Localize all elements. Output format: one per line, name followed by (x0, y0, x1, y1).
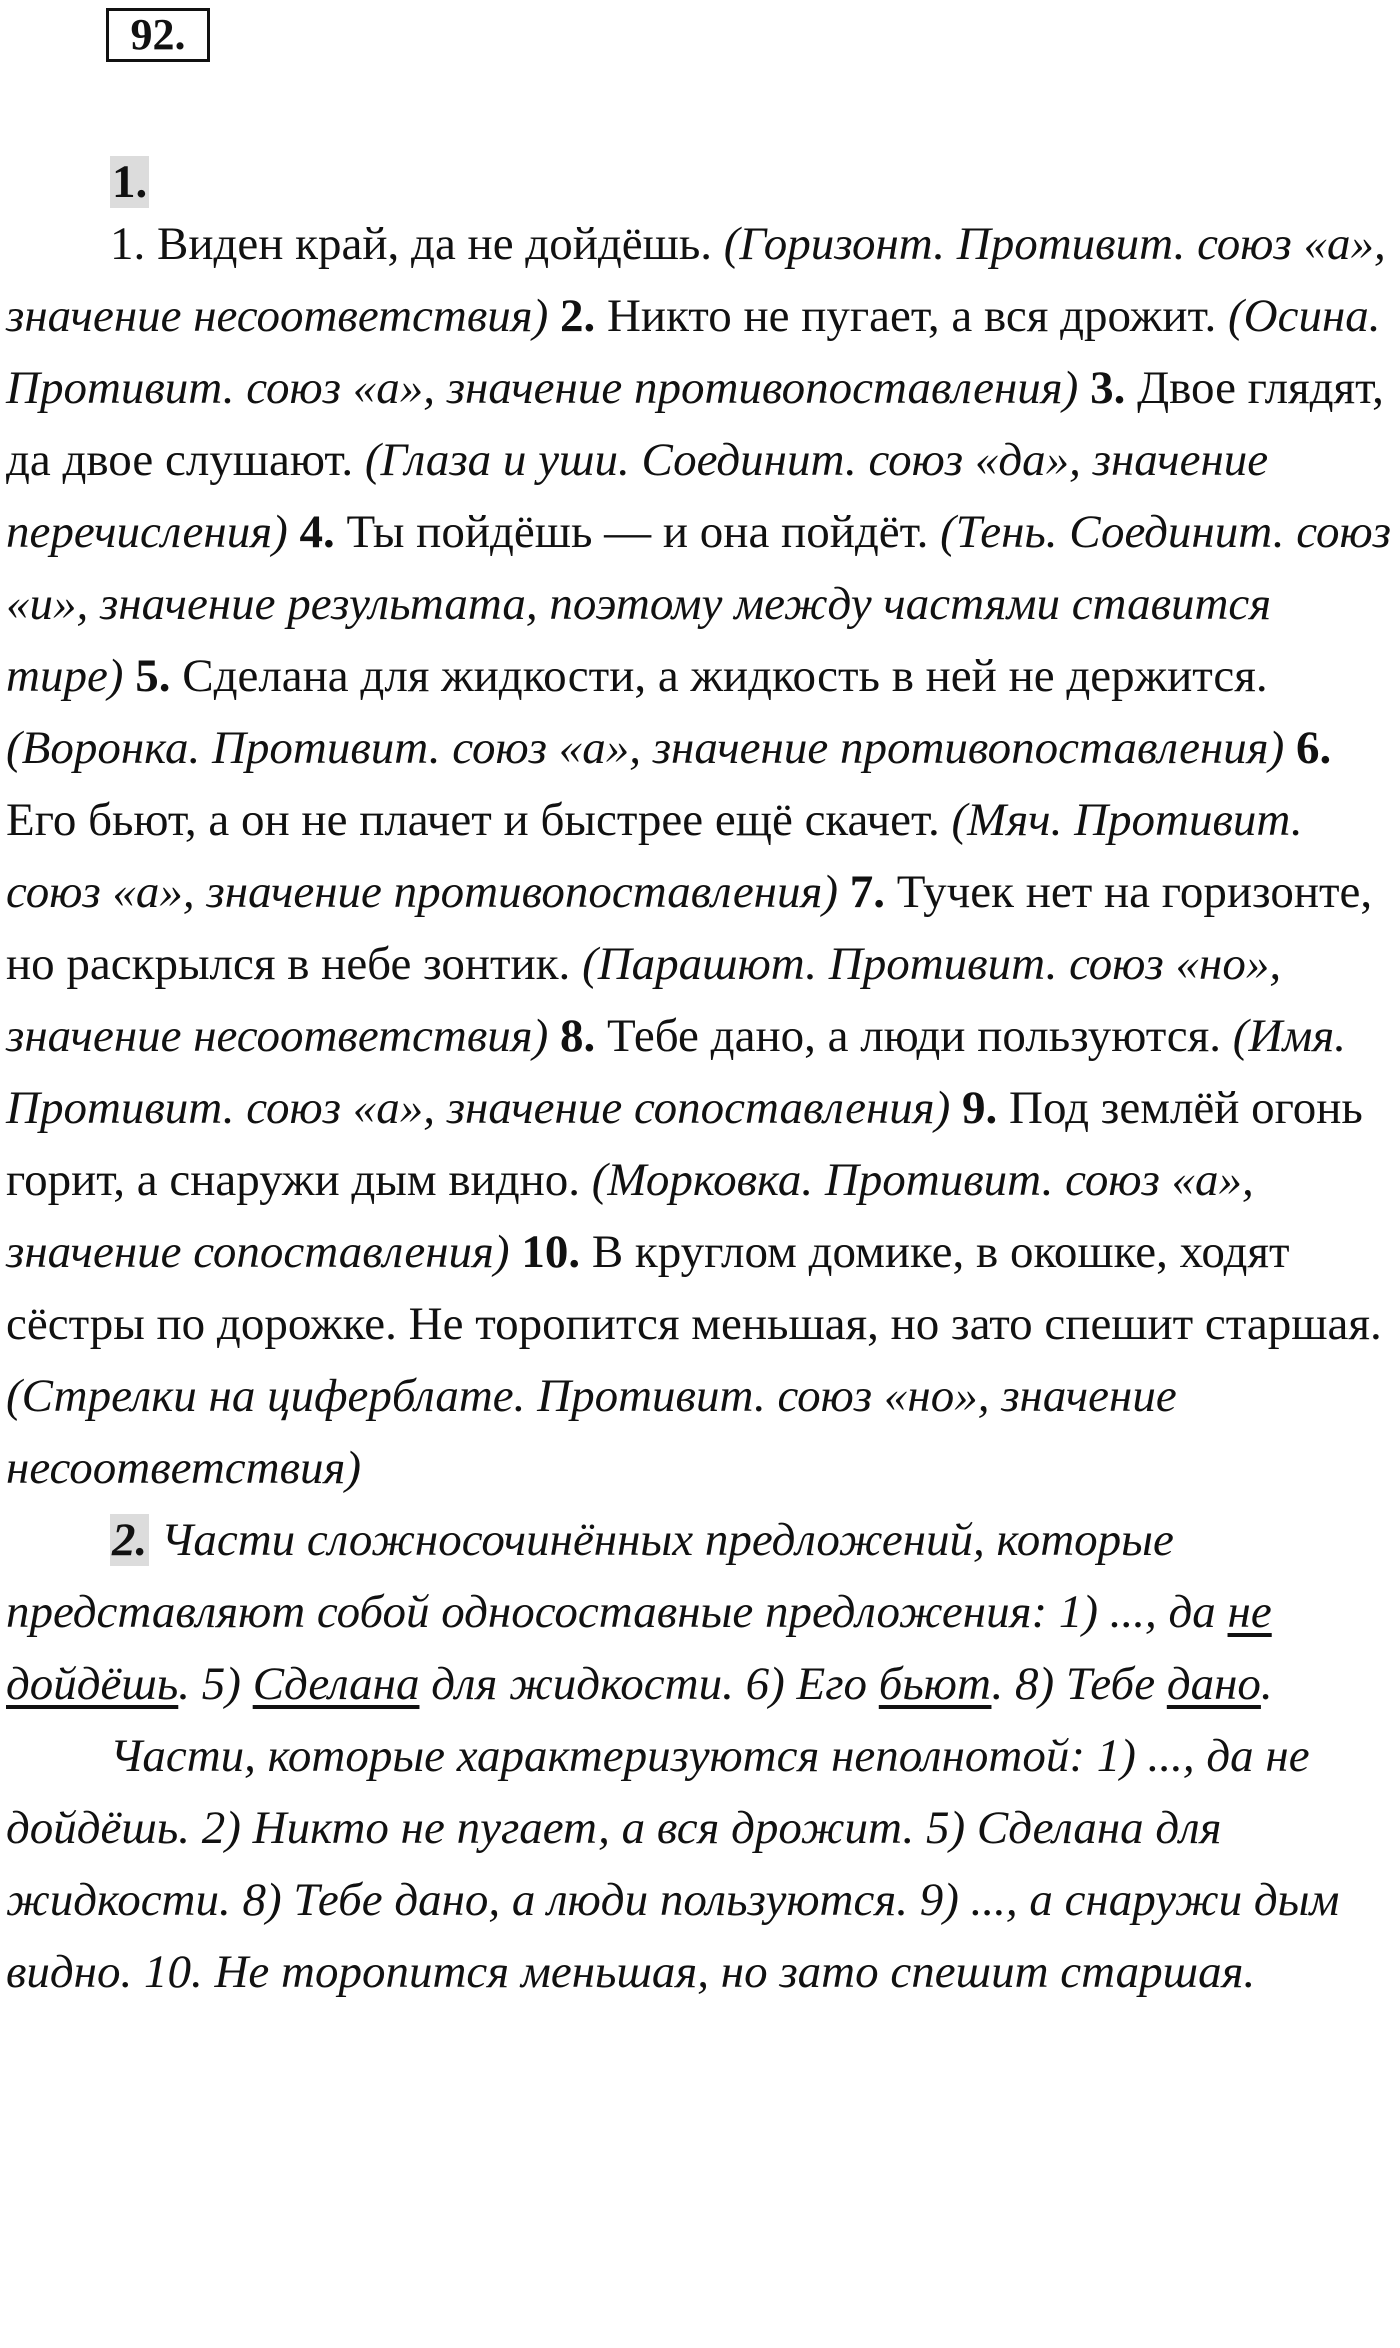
underlined-predicate: бьют (878, 1658, 992, 1710)
riddle-9: 9. Под землёй огонь горит, а снаружи дым видно. (Морковка. Противит. союз «а», значение сопоставления) (6, 1082, 1363, 1278)
riddle-6: 6. Его бьют, а он не плачет и быстрее ещё скачет. (Мяч. Противит. союз «а», значение противопоставления) (6, 722, 1332, 918)
riddle-4: 4. Ты пойдёшь — и она пойдёт. (Тень. Соединит. союз «и», значение результата, поэтому между частями ставится тире) (6, 506, 1391, 702)
riddle-1: 1. Виден край, да не дойдёшь. (Горизонт. Противит. союз «а», значение несоответствия) (6, 218, 1386, 342)
section-2-paragraph-1: 2. Части сложносочинённых предложений, которые представляют собой односоставные предложения: 1) ..., да не дойдёшь. 5) Сделана для жидкости. 6) Его бьют. 8) Тебе дано. (6, 1514, 1273, 1710)
riddle-3: 3. Двое глядят, да двое слушают. (Глаза и уши. Соединит. союз «да», значение перечисления) (6, 362, 1384, 558)
riddle-10: 10. В круглом домике, в окошке, ходят сёстры по дорожке. Не торопится меньшая, но зато спешит старшая. (Стрелки на циферблате. Противит. союз «но», значение несоответствия) (6, 1226, 1382, 1494)
riddle-8: 8. Тебе дано, а люди пользуются. (Имя. Противит. союз «а», значение сопоставления) (6, 1010, 1346, 1134)
underlined-predicate: Сделана (252, 1658, 420, 1710)
section-1-label: 1. (112, 156, 148, 208)
section-1-paragraph (6, 208, 1396, 1504)
section-2-paragraph-2: Части, которые характеризуются неполнотой: 1) ..., да не дойдёшь. 2) Никто не пугает, а вся дрожит. 5) Сделана для жидкости. 8) Тебе дано, а люди пользуются. 9) ..., а снаружи дым видно. 10. Не торопится меньшая, но зато спешит старшая. (6, 1730, 1340, 1998)
answer-text (6, 148, 1396, 2008)
riddle-2: 2. Никто не пугает, а вся дрожит. (Осина. Противит. союз «а», значение противопоставления) (6, 290, 1381, 414)
task-number-box: 92. (106, 8, 210, 62)
section-2-label: 2. (112, 1514, 148, 1566)
underlined-predicate: дано (1166, 1658, 1261, 1710)
underlined-predicate: не дойдёшь (6, 1586, 1272, 1710)
riddle-5: 5. Сделана для жидкости, а жидкость в ней не держится. (Воронка. Противит. союз «а», значение противопоставления) (6, 650, 1285, 774)
riddle-7: 7. Тучек нет на горизонте, но раскрылся в небе зонтик. (Парашют. Противит. союз «но», значение несоответствия) (6, 866, 1373, 1062)
